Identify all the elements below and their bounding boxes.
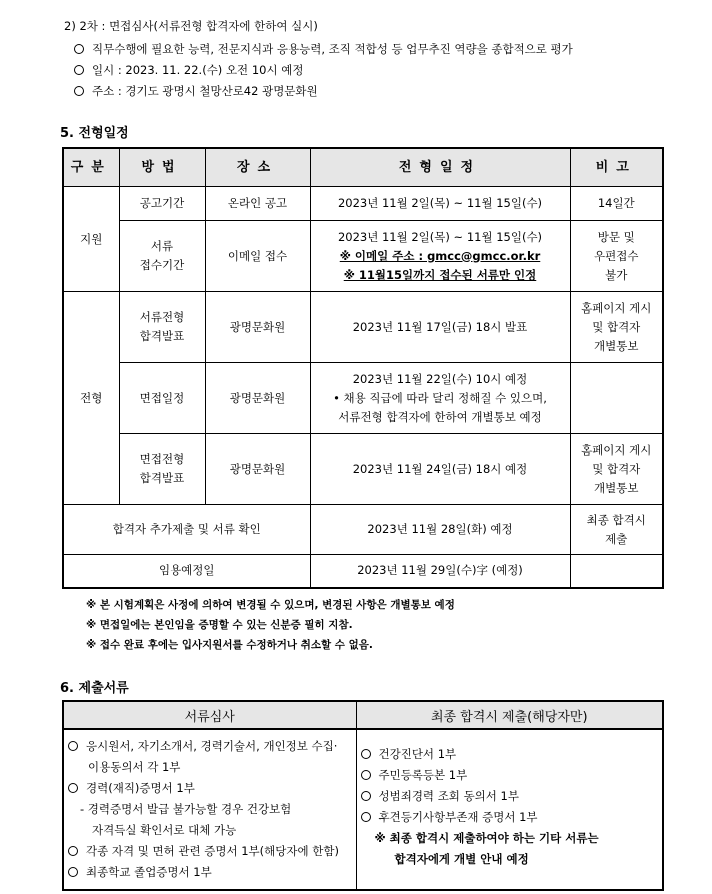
schedule-note-2: ※ 면접일에는 본인임을 증명할 수 있는 신분증 필히 지참. — [86, 619, 353, 631]
table-row — [63, 363, 663, 434]
top-bullet-text: 주소 : 경기도 광명시 철망산로42 광명문화원 — [92, 84, 318, 98]
method-line: 합격발표 — [139, 471, 185, 485]
cell-method: 면접일정 — [119, 363, 205, 434]
table-row — [63, 187, 663, 221]
note-line: 최종 합격시 — [586, 512, 646, 527]
method-line: 접수기간 — [139, 258, 185, 272]
list-item-subnote: - 경력증명서 발급 불가능할 경우 건강보험 — [80, 802, 292, 816]
section-5-title: 5. 전형일정 — [60, 126, 129, 141]
schedule-line: 2023년 11월 2일(목) ~ 11월 15일(수) — [337, 229, 543, 244]
header-document-review: 서류심사 — [63, 701, 356, 729]
circle-bullet-icon — [74, 86, 84, 96]
cell-schedule: 2023년 11월 29일(수)字 (예정) — [310, 555, 570, 588]
top-bullet-text: 일시 : 2023. 11. 22.(수) 오전 10시 예정 — [92, 63, 304, 77]
schedule-note-1: ※ 본 시험계획은 사정에 의하여 변경될 수 있으며, 변경된 사항은 개별통보 예정 — [86, 599, 455, 611]
documents-row — [63, 729, 663, 890]
group-apply: 지원 — [63, 187, 119, 292]
table-row — [63, 505, 663, 555]
list-item — [68, 862, 352, 883]
cell-note — [570, 505, 663, 555]
circle-bullet-icon — [361, 749, 371, 759]
cell-note — [570, 363, 663, 434]
cell-note: 14일간 — [570, 187, 663, 221]
document-review-list — [63, 729, 356, 890]
cell-schedule: 2023년 11월 24일(금) 18시 예정 — [310, 434, 570, 505]
schedule-table — [62, 147, 664, 589]
cell-place: 온라인 공고 — [205, 187, 310, 221]
header-category: 구분 — [63, 148, 119, 187]
documents-header-row — [63, 701, 663, 729]
list-item-subnote: 자격득실 확인서로 대체 가능 — [92, 823, 237, 837]
note-line: 개별통보 — [594, 480, 639, 495]
method-line: 서류 — [150, 239, 174, 253]
table-row — [63, 555, 663, 588]
top-bullet-2 — [74, 62, 303, 78]
extra-documents-note: ※ 최종 합격시 제출하여야 하는 기타 서류는 — [374, 831, 599, 845]
group-screening: 전형 — [63, 292, 119, 505]
list-item-text: 응시원서, 자기소개서, 경력기술서, 개인정보 수집· — [86, 739, 338, 753]
extra-documents-note: 합격자에게 개별 안내 예정 — [394, 852, 529, 866]
note-line: 제출 — [605, 531, 628, 546]
header-final-submission: 최종 합격시 제출(해당자만) — [356, 701, 663, 729]
top-bullet-3 — [74, 83, 318, 99]
list-item-continuation: 이용동의서 각 1부 — [88, 760, 181, 774]
final-submission-list — [356, 729, 663, 890]
cell-note — [570, 292, 663, 363]
cell-note — [570, 221, 663, 292]
header-schedule: 전형일정 — [310, 148, 570, 187]
note-line: 홈페이지 게시 — [581, 442, 652, 457]
header-place: 장소 — [205, 148, 310, 187]
header-note: 비고 — [570, 148, 663, 187]
circle-bullet-icon — [74, 65, 84, 75]
cell-note — [570, 434, 663, 505]
circle-bullet-icon — [68, 846, 78, 856]
note-line: 및 합격자 — [592, 319, 641, 334]
cell-method — [119, 292, 205, 363]
cell-schedule: 2023년 11월 28일(화) 예정 — [310, 505, 570, 555]
section-6-title: 6. 제출서류 — [60, 681, 129, 696]
note-line: 홈페이지 게시 — [581, 300, 652, 315]
note-line: 우편접수 — [594, 248, 639, 263]
circle-bullet-icon — [361, 770, 371, 780]
list-item-text: 성범죄경력 조회 동의서 1부 — [378, 789, 519, 803]
table-row — [63, 292, 663, 363]
top-bullet-text: 직무수행에 필요한 능력, 전문지식과 응용능력, 조직 적합성 등 업무추진 역량을 종합적으로 평가 — [92, 42, 573, 56]
list-item — [361, 807, 659, 828]
table-row — [63, 221, 663, 292]
list-item — [68, 778, 352, 799]
cell-label: 합격자 추가제출 및 서류 확인 — [63, 505, 310, 555]
deadline-warning: ※ 11월15일까지 접수된 서류만 인정 — [343, 267, 537, 282]
circle-bullet-icon — [74, 44, 84, 54]
cell-method — [119, 221, 205, 292]
schedule-note-3: ※ 접수 완료 후에는 입사지원서를 수정하거나 취소할 수 없음. — [86, 639, 373, 651]
list-item — [361, 765, 659, 786]
note-line: 불가 — [605, 267, 628, 282]
list-item-text: 경력(재직)증명서 1부 — [86, 781, 195, 795]
note-line: 및 합격자 — [592, 461, 641, 476]
method-line: 서류전형 — [139, 310, 185, 324]
cell-label: 임용예정일 — [63, 555, 310, 588]
list-item — [68, 736, 352, 757]
cell-schedule: 2023년 11월 2일(목) ~ 11월 15일(수) — [310, 187, 570, 221]
list-item-text: 주민등록등본 1부 — [378, 768, 468, 782]
header-method: 방법 — [119, 148, 205, 187]
cell-note — [570, 555, 663, 588]
cell-method — [119, 434, 205, 505]
circle-bullet-icon — [361, 791, 371, 801]
note-line: 방문 및 — [597, 229, 635, 244]
schedule-header-row — [63, 148, 663, 187]
top-bullet-1 — [74, 41, 573, 57]
schedule-line: 서류전형 합격자에 한하여 개별통보 예정 — [338, 409, 542, 424]
circle-bullet-icon — [68, 741, 78, 751]
method-line: 합격발표 — [139, 329, 185, 343]
cell-method: 공고기간 — [119, 187, 205, 221]
list-item-text: 후견등기사항부존재 증명서 1부 — [378, 810, 538, 824]
list-item-text: 최종학교 졸업증명서 1부 — [86, 865, 212, 879]
schedule-line: • 채용 직급에 따라 달리 정해질 수 있으며, — [333, 390, 547, 405]
note-line: 개별통보 — [594, 338, 639, 353]
interview-stage-heading: 2) 2차 : 면접심사(서류전형 합격자에 한하여 실시) — [64, 19, 318, 33]
cell-place: 광명문화원 — [205, 363, 310, 434]
circle-bullet-icon — [68, 783, 78, 793]
cell-schedule: 2023년 11월 17일(금) 18시 발표 — [310, 292, 570, 363]
cell-place: 광명문화원 — [205, 434, 310, 505]
email-address: ※ 이메일 주소 : gmcc@gmcc.or.kr — [339, 248, 541, 263]
method-line: 면접전형 — [139, 452, 185, 466]
cell-schedule — [310, 221, 570, 292]
circle-bullet-icon — [68, 867, 78, 877]
cell-place: 이메일 접수 — [205, 221, 310, 292]
cell-place: 광명문화원 — [205, 292, 310, 363]
list-item-text: 건강진단서 1부 — [378, 747, 457, 761]
circle-bullet-icon — [361, 812, 371, 822]
documents-table — [62, 700, 664, 891]
schedule-line: 2023년 11월 22일(수) 10시 예정 — [352, 371, 528, 386]
list-item — [361, 744, 659, 765]
table-row — [63, 434, 663, 505]
cell-schedule — [310, 363, 570, 434]
list-item — [68, 841, 352, 862]
list-item — [361, 786, 659, 807]
list-item-text: 각종 자격 및 면허 관련 증명서 1부(해당자에 한함) — [86, 844, 339, 858]
